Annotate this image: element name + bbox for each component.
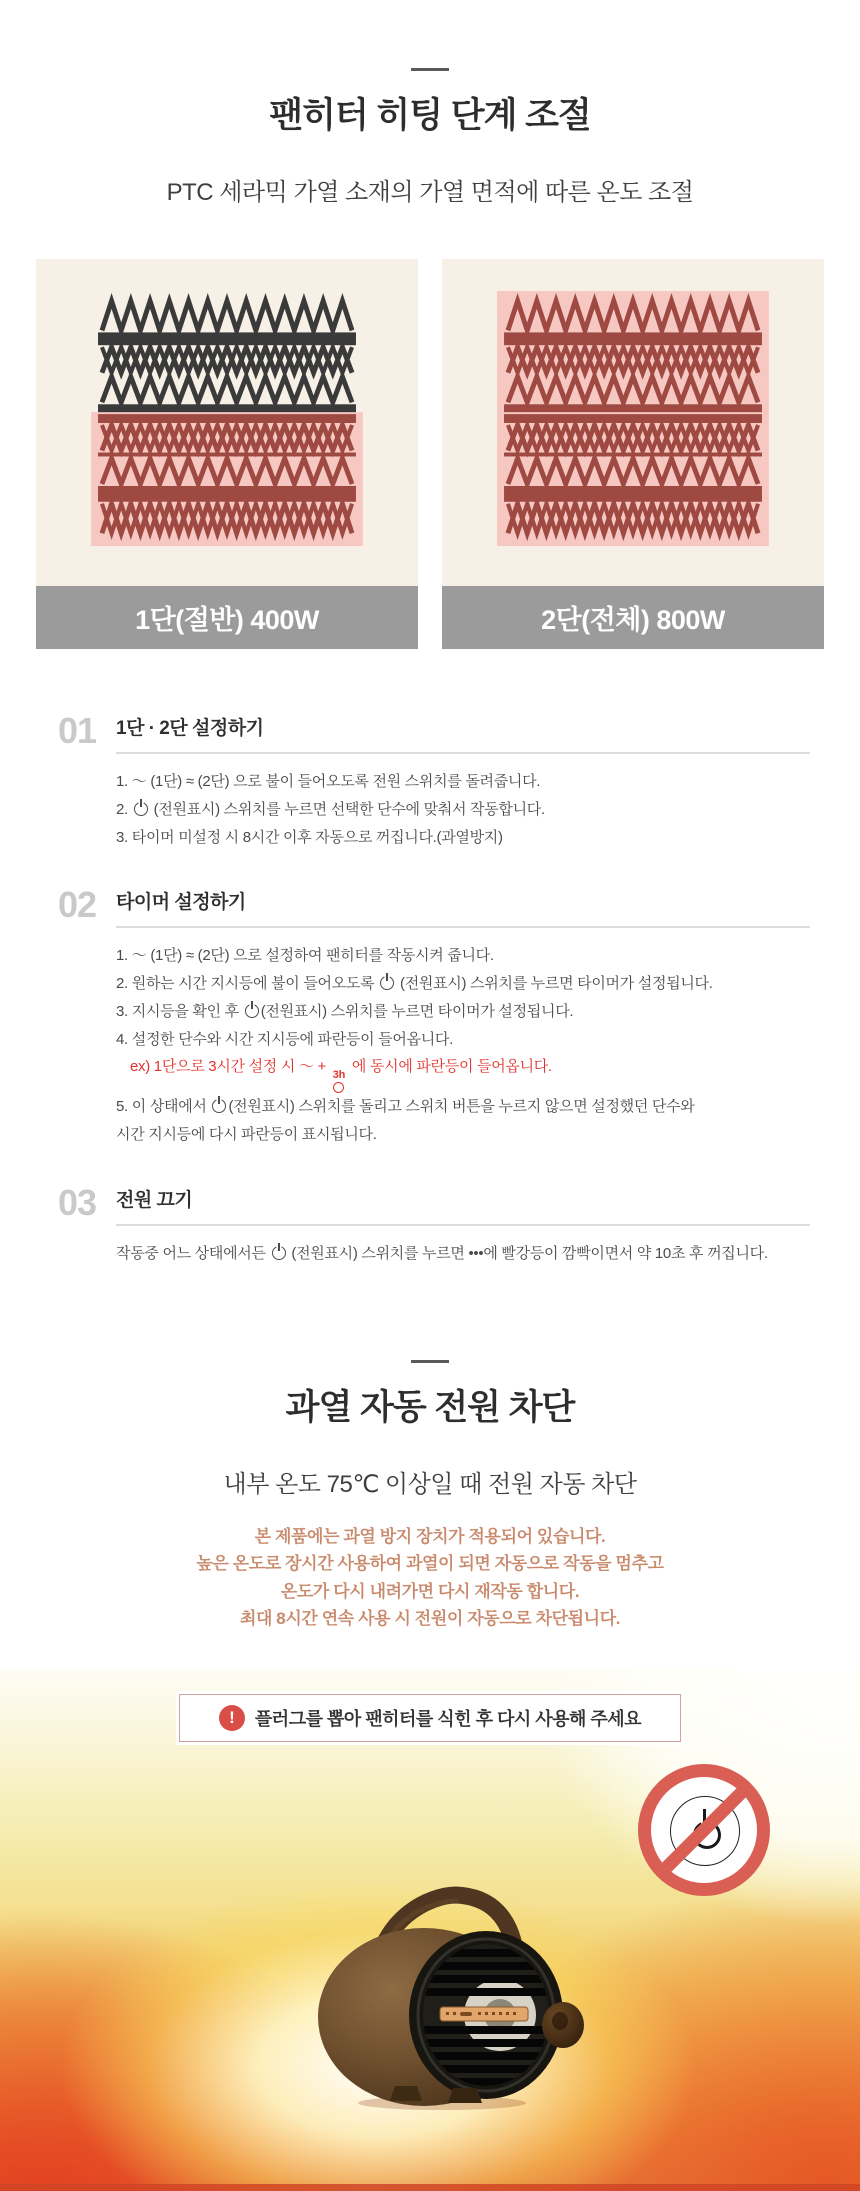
heater-coil-diagram — [36, 259, 418, 586]
step-lines — [116, 1240, 810, 1268]
overheat-title: 과열 자동 전원 차단 — [285, 1387, 575, 1427]
heater-panel-1 — [36, 259, 418, 649]
panel-label: 2단(전체) 800W — [442, 586, 824, 649]
hero-gradient — [0, 1669, 860, 2191]
timer-3h-icon: 3h — [333, 1070, 345, 1093]
step-heading: 타이머 설정하기 — [116, 887, 810, 928]
step-line: 5. 이 상태에서 (전원표시) 스위치를 돌리고 스위치 버튼을 누르지 않으면 설정했던 단수와 — [116, 1098, 695, 1116]
step-line: 시간 지시등에 다시 파란등이 표시됩니다. — [116, 1126, 377, 1143]
power-icon — [272, 1246, 286, 1260]
step-lines — [116, 942, 810, 1149]
steps — [0, 710, 860, 1268]
step-number: 02 — [58, 884, 97, 926]
power-icon — [245, 1004, 259, 1018]
heater-panel-2 — [442, 259, 824, 649]
power-icon — [134, 802, 148, 816]
fan-heater-image — [290, 1865, 602, 2111]
warning-box — [179, 1694, 681, 1742]
step-02 — [58, 884, 810, 1149]
heating-stage-subtitle: PTC 세라믹 가열 소재의 가열 면적에 따른 온도 조절 — [166, 179, 694, 206]
step-line: 2. 원하는 시간 지시등에 불이 들어오도록 (전원표시) 스위치를 누르면 타이머가 설정됩니다. — [116, 975, 713, 992]
step-line: 1. ～ (1단) ≈ (2단) 으로 설정하여 팬히터를 작동시켜 줍니다. — [116, 947, 494, 965]
step-line: 2. (전원표시) 스위치를 누르면 선택한 단수에 맞춰서 작동합니다. — [116, 800, 545, 818]
notice-line: 본 제품에는 과열 방지 장치가 적용되어 있습니다. — [254, 1526, 606, 1546]
exclamation-icon: ! — [219, 1705, 245, 1731]
power-icon — [212, 1099, 226, 1113]
step-heading: 1단 · 2단 설정하기 — [116, 713, 810, 754]
step-01 — [58, 710, 810, 851]
notice-line: 온도가 다시 내려가면 다시 재작동 합니다. — [280, 1581, 580, 1601]
step-heading: 전원 끄기 — [116, 1185, 810, 1226]
step-line: ex) 1단으로 3시간 설정 시 ～ + 3h 에 동시에 파란등이 들어옵니다. — [116, 1053, 810, 1093]
overheat-notice — [0, 1523, 860, 1633]
step-line: 1. ～ (1단) ≈ (2단) 으로 불이 들어오도록 전원 스위치를 돌려줍니다. — [116, 773, 541, 790]
step-line: 4. 설정한 단수와 시간 지시등에 파란등이 들어옵니다. — [116, 1030, 453, 1048]
heating-stage-title: 팬히터 히팅 단계 조절 — [269, 96, 591, 135]
step-line: 3. 지시등을 확인 후 (전원표시) 스위치를 누르면 타이머가 설정됩니다. — [116, 1002, 574, 1020]
divider-dash — [411, 68, 449, 71]
step-number: 03 — [58, 1181, 97, 1223]
heater-panels — [0, 259, 860, 649]
power-icon — [380, 976, 394, 990]
step-lines — [116, 768, 810, 851]
notice-line: 높은 온도로 장시간 사용하여 과열이 되면 자동으로 작동을 멈추고 — [196, 1554, 664, 1574]
notice-line: 최대 8시간 연속 사용 시 전원이 자동으로 차단됩니다. — [239, 1609, 621, 1629]
step-number: 01 — [58, 710, 97, 751]
step-line: 작동중 어느 상태에서든 (전원표시) 스위치를 누르면 •••에 빨강등이 깜빡이면서 약 10초 후 꺼집니다. — [116, 1244, 768, 1262]
overheat-subtitle: 내부 온도 75℃ 이상일 때 전원 자동 차단 — [223, 1470, 637, 1498]
panel-label: 1단(절반) 400W — [36, 586, 418, 649]
no-power-icon — [638, 1764, 770, 1896]
step-line: 3. 타이머 미설정 시 8시간 이후 자동으로 꺼집니다.(과열방지) — [116, 828, 503, 846]
step-03 — [58, 1181, 810, 1268]
warning-text: 플러그를 뽑아 팬히터를 식힌 후 다시 사용해 주세요 — [254, 1708, 642, 1729]
heater-coil-diagram — [442, 259, 824, 586]
divider-dash — [411, 1360, 449, 1363]
